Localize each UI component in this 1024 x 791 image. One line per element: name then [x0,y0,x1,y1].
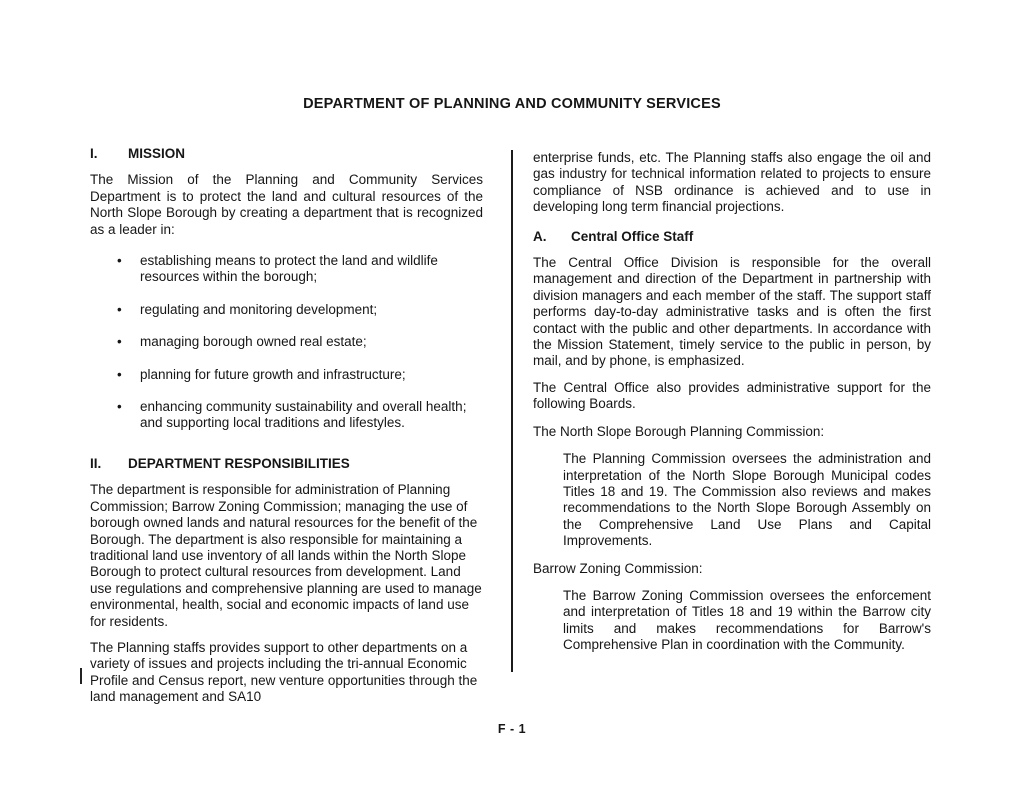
section-heading-label: DEPARTMENT RESPONSIBILITIES [128,455,350,471]
planning-staff-support-paragraph: The Planning staffs provides support to other departments on a variety of issues and projects including the tri-annual Economic Profile and Census report, new venture opportunities through the land management and SA10 [90,639,478,705]
mission-intro-paragraph: The Mission of the Planning and Community Services Department is to protect the land and cultural resources of the North Slope Borough by creating a department that is recognized as a leader in: [90,172,483,237]
planning-commission-description: The Planning Commission oversees the administration and interpretation of the North Slope Borough Municipal codes Titles 18 and 19. The Commission also reviews and makes recommendations to the North Slope Borough Assembly on the Comprehensive Land Use Plans and Capital Improvements. [563,451,931,549]
section-number: I. [90,146,98,161]
responsibilities-paragraph: The department is responsible for administration of Planning Commission; Barrow Zoning Commission; managing the use of borough owned lands and natural resources for the benefit of the Borough. The department is also responsible for maintaining a traditional land use inventory of all lands within the North Slope Borough to protect cultural resources from development. Land use regulations and comprehensive planning are used to manage environmental, health, social and economic impacts of land use for residents. [90,482,482,629]
page-number: F - 1 [497,722,527,736]
list-item [90,302,483,318]
page-title: DEPARTMENT OF PLANNING AND COMMUNITY SERVICES [303,96,721,112]
right-column [533,146,931,654]
bullet-icon: • [117,399,122,415]
section-heading-responsibilities [90,456,483,472]
bullet-text: planning for future growth and infrastructure; [140,366,406,382]
boards-support-paragraph: The Central Office also provides administrative support for the following Boards. [533,379,931,412]
barrow-zoning-description: The Barrow Zoning Commission oversees the enforcement and interpretation of Titles 18 and 19 within the Barrow city limits and makes recommendations for Barrow's Comprehensive Plan in coordination with the Community. [563,587,931,653]
section-heading-mission [90,146,483,162]
bullet-text: regulating and monitoring development; [140,301,378,317]
list-item [90,399,483,432]
bullet-icon: • [117,253,122,269]
list-item [90,334,483,350]
bullet-icon: • [117,301,122,317]
bullet-text: managing borough owned real estate; [140,334,367,350]
bullet-text: establishing means to protect the land and wildlife resources within the borough; [140,253,438,285]
barrow-zoning-label: Barrow Zoning Commission: [533,560,703,576]
section-heading-label: MISSION [128,146,186,161]
continued-paragraph: enterprise funds, etc. The Planning staffs also engage the oil and gas industry for technical information related to projects to ensure compliance of NSB ordinance is achieved and to use in developing long term financial projections. [533,150,931,215]
list-item [90,367,483,383]
section-number: A. [533,228,547,244]
section-heading-central-office [533,229,931,245]
list-item [90,253,483,286]
column-divider-rule [511,150,513,672]
left-column [90,146,483,706]
section-heading-label: Central Office Staff [571,228,694,244]
central-office-paragraph: The Central Office Division is responsible for the overall management and direction of the Department in partnership with division managers and each member of the staff. The support staff performs day-to-day administrative tasks and is often the first contact with the public and other departments. In accordance with the Mission Statement, timely service to the public in person, by mail, and by phone, is emphasized. [533,255,931,369]
mission-bullet-list [90,253,483,432]
bullet-icon: • [117,366,122,382]
margin-revision-bar [80,668,82,684]
bullet-icon: • [117,334,122,350]
planning-commission-label: The North Slope Borough Planning Commission: [533,423,825,439]
section-number: II. [90,455,102,471]
bullet-text: enhancing community sustainability and overall health; and supporting local traditions and lifestyles. [140,399,467,431]
